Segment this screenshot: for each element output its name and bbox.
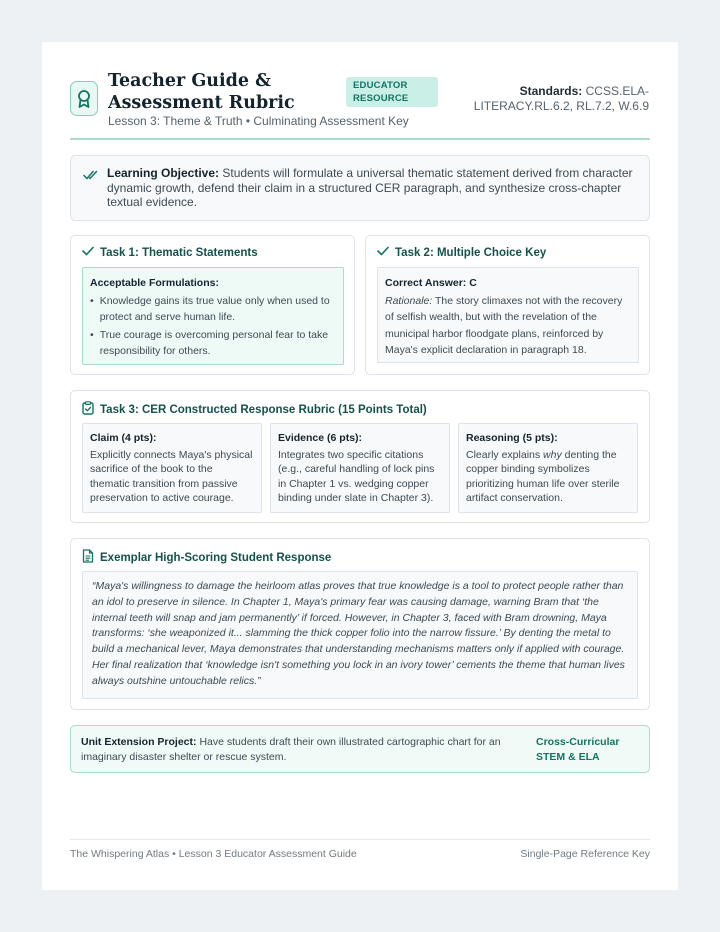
- check-icon: [377, 246, 389, 259]
- exemplar-title: Exemplar High-Scoring Student Response: [100, 551, 332, 564]
- rationale-label: Rationale:: [385, 294, 433, 307]
- footer: [70, 839, 650, 860]
- reasoning-criterion: Reasoning (5 pts): Clearly explains why denting the copper binding symbolizes prioritizing human life over sterile artifact conservation.: [458, 423, 638, 513]
- learning-objective: [70, 155, 650, 221]
- task2-title: Task 2: Multiple Choice Key: [395, 246, 547, 259]
- rationale-text: The story climaxes not with the recovery of selfish wealth, but with the revelation of the municipal harbor floodgate plans, reinforced by Maya's explicit declaration in paragraph 18.: [385, 294, 623, 356]
- objective-label: Learning Objective:: [107, 166, 220, 180]
- exemplar-quote: “Maya's willingness to damage the heirloom atlas proves that true knowledge is a tool to protect people rather than an idol to preserve in silence. In Chapter 1, Maya's primary fear was causing damage, warning Bram that ‘the internal teeth will snap and jam permanently’ if forced. However, in Chapter 3, faced with Bram drowning, Maya transforms: ‘she weaponized it... slamming the thick copper folio into the narrow fissure.’ By denting the metal to build a mechanical lever, Maya demonstrates that understanding mechanisms matters only if applied with courage. Her final realization that ‘knowledge isn't something you lock in an ivory tower’ cements the theme that human lives always outshine untouchable relics.”: [82, 571, 638, 699]
- check-icon: [82, 246, 94, 259]
- exemplar-card: [70, 538, 650, 710]
- standards-label: Standards:: [519, 84, 583, 98]
- header: [70, 70, 650, 140]
- page-subtitle: Lesson 3: Theme & Truth • Culminating Assessment Key: [108, 114, 409, 128]
- task2-answer: [377, 267, 639, 363]
- objective-text: Students will formulate a universal thematic statement derived from character dynamic growth, defend their claim in a structured CER paragraph, and synthesize cross-chapter textual evidence.: [107, 166, 633, 209]
- task1-heading: Acceptable Formulations:: [90, 277, 219, 289]
- list-item: • Knowledge gains its true value only when used to protect and serve human life.: [90, 294, 330, 323]
- task1-card: [70, 235, 355, 375]
- footer-left: The Whispering Atlas • Lesson 3 Educator Assessment Guide: [70, 848, 357, 860]
- double-check-icon: [83, 168, 98, 186]
- document-icon: [82, 549, 94, 566]
- cross-curricular-tag: Cross-Curricular STEM & ELA: [536, 736, 620, 763]
- page: [42, 42, 678, 890]
- task3-card: [70, 390, 650, 523]
- evidence-criterion: Evidence (6 pts): Integrates two specific citations (e.g., careful handling of lock pins in Chapter 1 vs. wedging copper binding under slate in Chapter 3).: [270, 423, 450, 513]
- extension-project: [70, 725, 650, 773]
- award-ribbon-icon: [70, 81, 98, 116]
- task1-answers: [82, 267, 344, 365]
- claim-criterion: Claim (4 pts): Explicitly connects Maya's physical sacrifice of the book to the thematic transition from passive preservation to active courage.: [82, 423, 262, 513]
- correct-answer: Correct Answer: C: [385, 277, 477, 289]
- list-item: • True courage is overcoming personal fear to take responsibility for others.: [90, 328, 329, 357]
- educator-resource-badge: EDUCATOR RESOURCE: [346, 77, 438, 107]
- standards: [442, 84, 649, 113]
- page-title: Teacher Guide & Assessment Rubric: [108, 71, 295, 113]
- standards-value: CCSS.ELA-LITERACY.RL.6.2, RL.7.2, W.6.9: [473, 84, 649, 113]
- task1-title: Task 1: Thematic Statements: [100, 246, 258, 259]
- task3-title: Task 3: CER Constructed Response Rubric (15 Points Total): [100, 403, 427, 416]
- extension-text: Have students draft their own illustrated cartographic chart for an imaginary disaster shelter or rescue system.: [81, 736, 501, 763]
- extension-label: Unit Extension Project:: [81, 736, 197, 748]
- footer-right: Single-Page Reference Key: [520, 848, 650, 860]
- task2-card: [365, 235, 650, 375]
- clipboard-check-icon: [82, 401, 94, 418]
